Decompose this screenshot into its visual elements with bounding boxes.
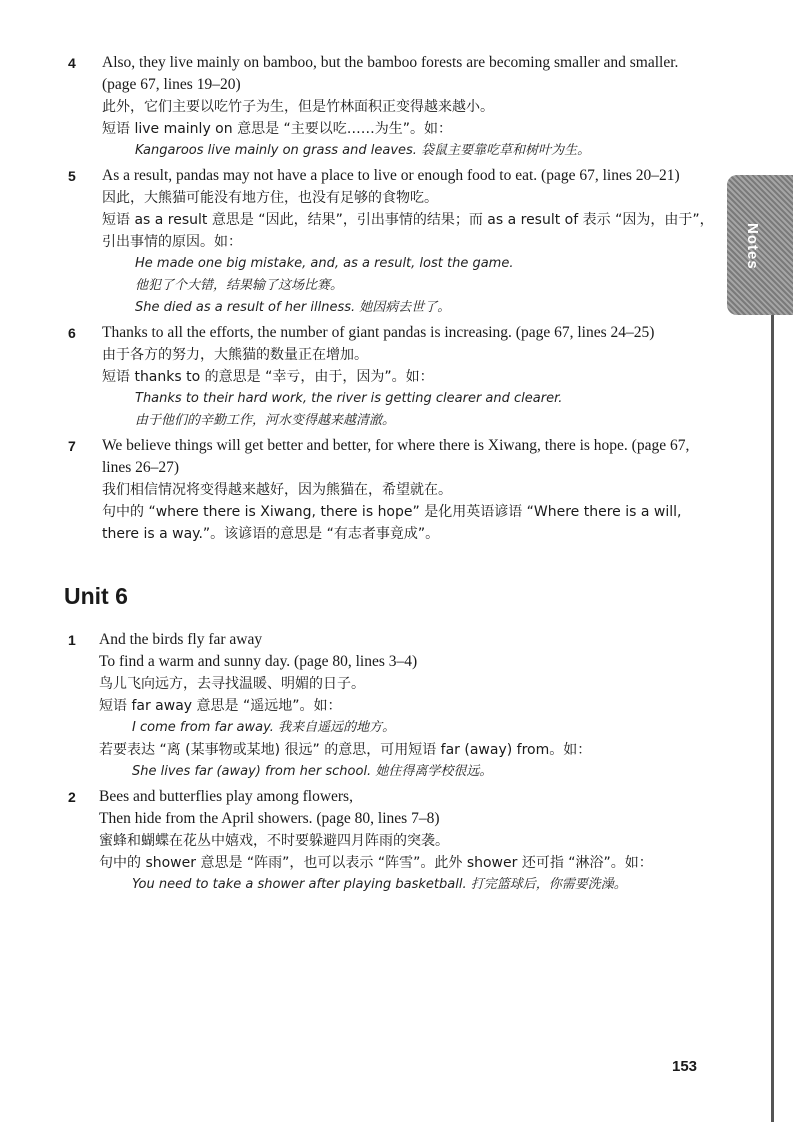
margin-rule [771, 315, 774, 1122]
note-chinese: 蜜蜂和蝴蝶在花丛中嬉戏，不时要躲避四月阵雨的突袭。 [99, 833, 449, 849]
note-number: 2 [68, 789, 76, 805]
unit5-notes-list [64, 52, 714, 545]
note-number: 4 [68, 55, 76, 71]
note-chinese: 句中的 shower 意思是 “阵雨”，也可以表示 “阵雪”。此外 shower 还可指 “淋浴”。如： [99, 855, 653, 871]
note-chinese: 因此，大熊猫可能没有地方住，也没有足够的食物吃。 [102, 190, 438, 206]
note-chinese: 由于各方的努力，大熊猫的数量正在增加。 [102, 347, 368, 363]
note-chinese: 短语 live mainly on 意思是 “主要以吃……为生”。如： [102, 121, 453, 137]
note-english: We believe things will get better and better, for where there is Xiwang, there is hope. (page 67, lines 26–27) [102, 437, 690, 476]
note-chinese: 此外，它们主要以吃竹子为生，但是竹林面积正变得越来越小。 [102, 99, 494, 115]
note-item [64, 435, 714, 545]
note-chinese: 短语 far away 意思是 “遥远地”。如： [99, 698, 342, 714]
note-chinese: 短语 thanks to 的意思是 “幸亏，由于，因为”。如： [102, 369, 434, 385]
notes-side-tab [727, 175, 793, 315]
note-example: She lives far (away) from her school. 她住得离学校很远。 [132, 764, 493, 779]
note-number: 1 [68, 632, 76, 648]
note-english: Also, they live mainly on bamboo, but the bamboo forests are becoming smaller and smaller. (page 67, lines 19–20) [102, 54, 679, 93]
side-tab-label: Notes [744, 223, 761, 270]
note-example: Thanks to their hard work, the river is getting clearer and clearer. [135, 391, 563, 406]
note-item [64, 165, 714, 319]
note-example: Kangaroos live mainly on grass and leaves. 袋鼠主要靠吃草和树叶为生。 [135, 143, 591, 158]
note-number: 5 [68, 168, 76, 184]
note-example: 由于他们的辛勤工作，河水变得越来越清澈。 [135, 413, 396, 428]
note-number: 7 [68, 438, 76, 454]
note-chinese: 我们相信情况将变得越来越好，因为熊猫在，希望就在。 [102, 482, 452, 498]
note-example: She died as a result of her illness. 她因病去世了。 [135, 300, 451, 315]
note-english: As a result, pandas may not have a place to live or enough food to eat. (page 67, lines 20–21) [102, 167, 680, 184]
note-example: 他犯了个大错，结果输了这场比赛。 [135, 278, 344, 293]
note-english: And the birds fly far away To find a warm and sunny day. (page 80, lines 3–4) [99, 631, 418, 670]
note-chinese: 短语 as a result 意思是 “因此，结果”，引出事情的结果；而 as a result of 表示 “因为，由于”，引出事情的原因。如： [102, 212, 714, 250]
note-example: I come from far away. 我来自遥远的地方。 [132, 720, 396, 735]
note-item [64, 52, 714, 162]
note-english: Thanks to all the efforts, the number of giant pandas is increasing. (page 67, lines 24–25) [102, 324, 655, 341]
unit6-notes-list [64, 629, 714, 896]
page-number: 153 [672, 1058, 698, 1075]
note-example: He made one big mistake, and, as a result, lost the game. [135, 256, 514, 271]
unit-heading: Unit 6 [64, 583, 128, 609]
note-chinese: 若要表达 “离 (某事物或某地) 很远” 的意思，可用短语 far (away) from。如： [99, 742, 592, 758]
note-number: 6 [68, 325, 76, 341]
note-item [64, 629, 714, 783]
notes-column [64, 52, 714, 899]
note-example: You need to take a shower after playing basketball. 打完篮球后，你需要洗澡。 [132, 877, 627, 892]
note-item [64, 322, 714, 432]
note-chinese: 句中的 “where there is Xiwang, there is hope” 是化用英语谚语 “Where there is a will, there is a way.”。该谚语的意思是 “有志者事竟成”。 [102, 504, 682, 542]
note-english: Bees and butterflies play among flowers, Then hide from the April showers. (page 80, lines 7–8) [99, 788, 440, 827]
note-item [64, 786, 714, 896]
note-chinese: 鸟儿飞向远方，去寻找温暖、明媚的日子。 [99, 676, 365, 692]
